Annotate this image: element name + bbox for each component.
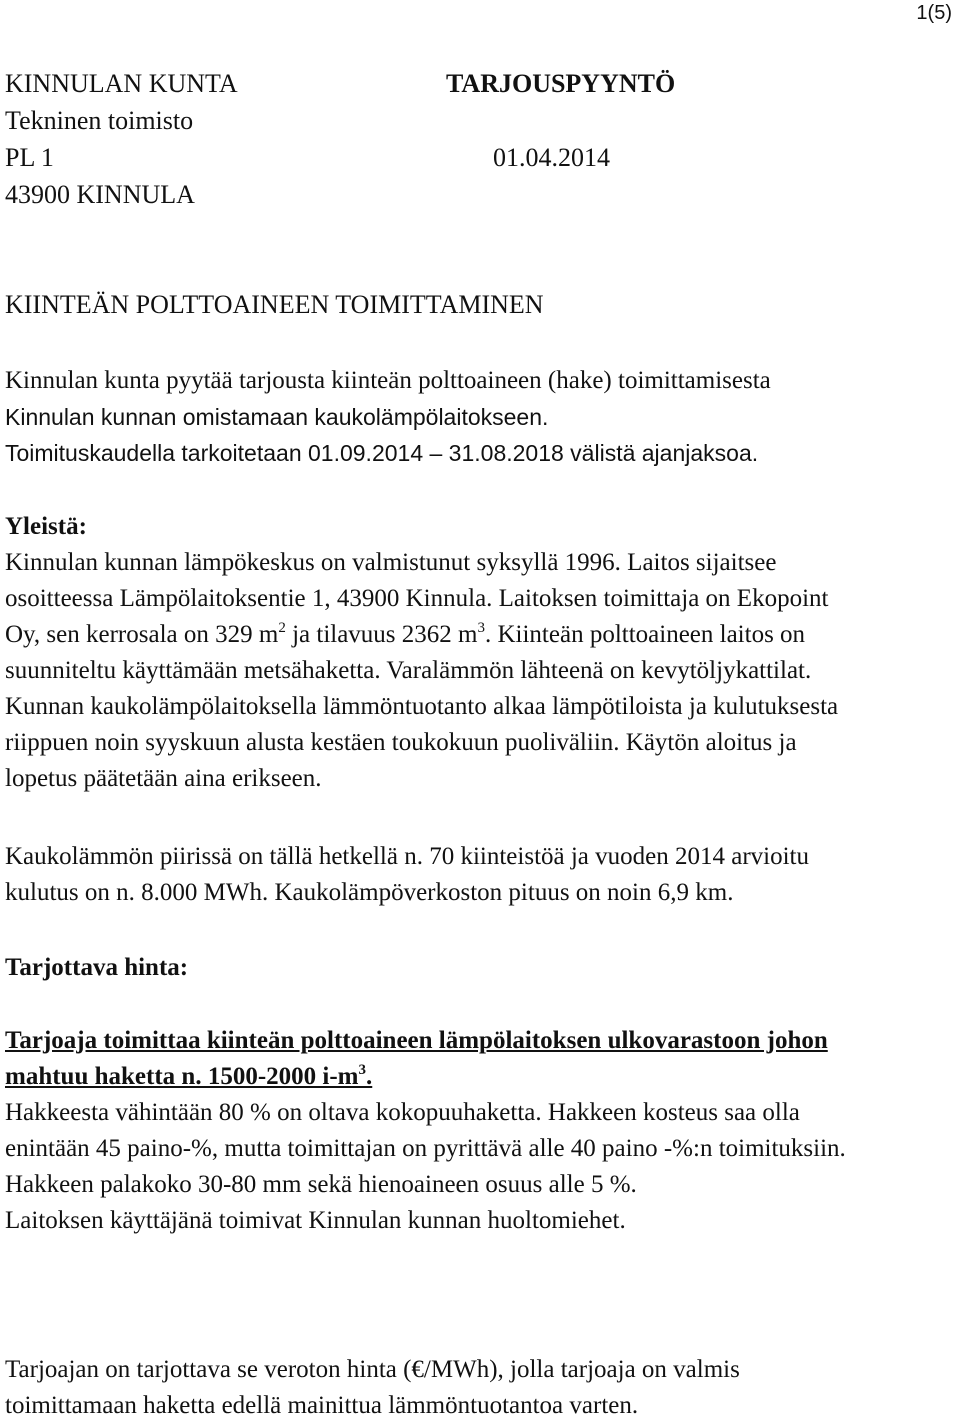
general-line: Kunnan kaukolämpölaitoksella lämmöntuotanto alkaa lämpötiloista ja kulutuksesta — [5, 693, 839, 720]
org-name: KINNULAN KUNTA — [5, 69, 238, 98]
network-line: kulutus on n. 8.000 MWh. Kaukolämpöverkoston pituus on noin 6,9 km. — [5, 879, 734, 906]
supply-line: Hakkeesta vähintään 80 % on oltava kokopuuhaketta. Hakkeen kosteus saa olla — [5, 1099, 800, 1126]
doc-date: 01.04.2014 — [493, 143, 610, 172]
doc-type: TARJOUSPYYNTÖ — [446, 69, 676, 98]
general-line: riippuen noin syyskuun alusta kestäen toukokuun puoliväliin. Käytön aloitus ja — [5, 729, 797, 756]
general-section — [5, 509, 955, 797]
general-line: suunniteltu käyttämään metsähaketta. Varalämmön lähteenä on kevytöljykattilat. — [5, 657, 812, 684]
supply-section — [5, 1023, 955, 1239]
text-fragment: mahtuu haketta n. 1500-2000 i-m — [5, 1063, 359, 1090]
supply-line: enintään 45 paino-%, mutta toimittajan on pyrittävä alle 40 paino -%:n toimituksiin. — [5, 1135, 846, 1162]
supply-emphasis-line — [5, 1059, 955, 1095]
superscript: 2 — [278, 620, 286, 636]
superscript: 3 — [477, 620, 485, 636]
text-fragment: . Kiinteän polttoaineen laitos on — [484, 621, 806, 648]
po-box: PL 1 — [5, 143, 54, 172]
network-line: Kaukolämmön piirissä on tällä hetkellä n. 70 kiinteistöä ja vuoden 2014 arvioitu — [5, 843, 810, 870]
postal-address: 43900 KINNULA — [5, 180, 195, 209]
closing-line: Tarjoajan on tarjottava se veroton hinta (€/MWh), jolla tarjoaja on valmis — [5, 1356, 740, 1383]
department: Tekninen toimisto — [5, 106, 194, 135]
text-fragment: . — [366, 1063, 373, 1090]
supply-line: Hakkeen palakoko 30-80 mm sekä hienoaineen osuus alle 5 %. — [5, 1171, 637, 1198]
closing-paragraph — [5, 1352, 955, 1424]
general-heading: Yleistä: — [5, 513, 87, 540]
superscript: 3 — [358, 1062, 366, 1078]
supply-line: Laitoksen käyttäjänä toimivat Kinnulan kunnan huoltomiehet. — [5, 1207, 626, 1234]
general-line: osoitteessa Lämpölaitoksentie 1, 43900 Kinnula. Laitoksen toimittaja on Ekopoint — [5, 585, 829, 612]
page-number: 1(5) — [916, 2, 952, 24]
intro-line: Kinnulan kunnan omistamaan kaukolämpölaitokseen. — [5, 404, 549, 430]
intro-line: Toimituskaudella tarkoitetaan 01.09.2014 – 31.08.2018 välistä ajanjaksoa. — [5, 440, 759, 466]
supply-emphasis-line: Tarjoaja toimittaa kiinteän polttoaineen lämpölaitoksen ulkovarastoon johon — [5, 1027, 828, 1054]
price-heading: Tarjottava hinta: — [5, 954, 189, 981]
text-fragment: ja tilavuus 2362 m — [285, 621, 478, 648]
intro-line: Kinnulan kunta pyytää tarjousta kiinteän polttoaineen (hake) toimittamisesta — [5, 367, 771, 394]
closing-line: toimittamaan haketta edellä mainittua lämmöntuotantoa varten. — [5, 1392, 639, 1419]
text-fragment: Oy, sen kerrosala on 329 m — [5, 621, 279, 648]
general-line-with-units — [5, 617, 955, 653]
general-line: Kinnulan kunnan lämpökeskus on valmistunut syksyllä 1996. Laitos sijaitsee — [5, 549, 777, 576]
network-paragraph — [5, 839, 955, 911]
document-title: KIINTEÄN POLTTOAINEEN TOIMITTAMINEN — [5, 290, 544, 319]
intro-paragraph — [5, 363, 955, 471]
general-line: lopetus päätetään aina erikseen. — [5, 765, 322, 792]
